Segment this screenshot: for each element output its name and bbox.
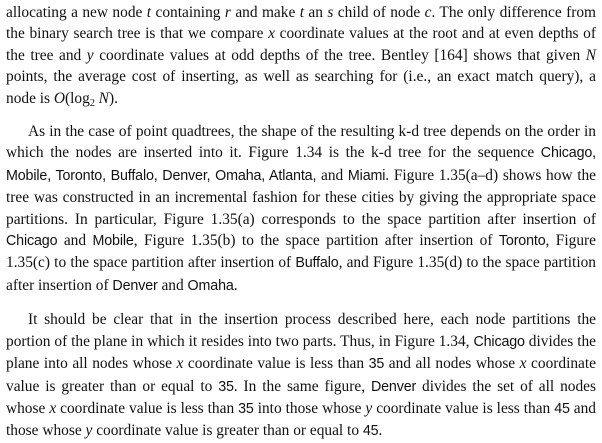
text-run: divides the set of all nodes whose (6, 377, 596, 417)
math-variable: t (146, 4, 152, 21)
math-variable: s (327, 4, 334, 21)
math-variable: O (53, 89, 66, 107)
text-run: an (304, 4, 328, 21)
math-variable: c (424, 4, 432, 21)
text-run: It should be clear that in the insertion process described here, each node partitions the portion of the plane in which it resides into two parts. Thus, in Figure 1.34, (6, 311, 596, 350)
math-variable: x (268, 25, 275, 43)
text-run: and (316, 166, 348, 184)
math-variable: y (365, 399, 373, 417)
math-variable: N (585, 46, 596, 64)
math-variable: x (49, 399, 57, 417)
text-run: . Figure 1.35(a–d) shows how the tree was constructed in an incremental fashion for these cities by giving the appropriate space partitions. In particular, Figure 1.35(a) corresponds to the space partition after insertion of (6, 166, 597, 228)
math-variable: r (224, 4, 231, 21)
sans-serif-term: 45 (362, 423, 379, 440)
sans-serif-term: Toronto (498, 233, 546, 250)
text-run: allocating a new node (6, 4, 147, 21)
text-run: points, the average cost of inserting, as well as searching for (i.e., an exact match query), a node is (6, 68, 596, 107)
text-run: child of node (333, 4, 425, 21)
paragraph-3 (6, 309, 596, 442)
sans-serif-term: Chicago, Mobile, Toronto, Buffalo, Denver, Omaha, Atlanta, (6, 145, 596, 184)
sans-serif-term: Miami (347, 167, 386, 184)
math-variable: y (86, 46, 94, 64)
text-run: , Figure 1.35(c) to the space partition after insertion of (6, 232, 596, 272)
paragraph-2 (6, 121, 596, 297)
text-run: As in the case of point quadtrees, the shape of the resulting k-d tree depends on the order in which the nodes are inserted into it. Figure 1.34 is the k-d tree for the sequence (6, 123, 596, 162)
math-variable: x (519, 355, 527, 373)
text-run: containing (151, 4, 225, 21)
sans-serif-term: Chicago (473, 333, 525, 350)
paragraph-1 (6, 2, 596, 109)
text-run: and all nodes whose (384, 355, 520, 373)
text-run: . (233, 276, 238, 294)
math-variable: t (299, 4, 304, 21)
sans-serif-term: 45 (554, 400, 570, 417)
sans-serif-term: Denver (112, 277, 158, 294)
math-variable: N (98, 89, 109, 107)
text-run: (log (65, 89, 90, 107)
text-run: and those whose (6, 399, 597, 440)
text-run: coordinate value is greater than or equal to (92, 422, 363, 440)
text-run: . In the same figure, (233, 377, 371, 395)
text-run: and make (230, 4, 300, 21)
sans-serif-term: Denver (370, 378, 417, 395)
text-run: coordinate values at the root and at even depths of the tree and (6, 25, 596, 64)
text-run: . The only difference from the binary search tree is that we compare (6, 4, 596, 43)
sans-serif-term: Buffalo (295, 255, 339, 272)
sans-serif-term: 35 (238, 400, 254, 417)
subscript: 2 (89, 97, 95, 109)
sans-serif-term: Mobile (92, 233, 134, 250)
math-variable: x (176, 355, 184, 373)
text-run: into those whose (253, 399, 366, 417)
text-run: coordinate values at odd depths of the tree. Bentley [164] shows that given (93, 46, 586, 64)
text-run: , and Figure 1.35(d) to the space partition after insertion of (6, 254, 596, 294)
text-run: . (378, 422, 383, 440)
text-run: coordinate value is less than (372, 399, 555, 417)
text-run: coordinate value is less than (183, 355, 369, 373)
text-run: ). (108, 89, 118, 107)
sans-serif-term: 35 (218, 378, 234, 395)
text-run: divides the plane into all nodes whose (6, 332, 596, 373)
text-run: coordinate value is greater than or equal to (6, 355, 596, 395)
math-variable: y (85, 422, 93, 440)
text-run: and (157, 276, 188, 294)
text-run: , Figure 1.35(b) to the space partition after insertion of (133, 232, 499, 250)
sans-serif-term: 35 (368, 356, 385, 373)
sans-serif-term: Chicago (6, 233, 58, 250)
text-run: and (57, 232, 93, 250)
sans-serif-term: Omaha (187, 277, 234, 294)
text-run: coordinate value is less than (56, 399, 239, 417)
